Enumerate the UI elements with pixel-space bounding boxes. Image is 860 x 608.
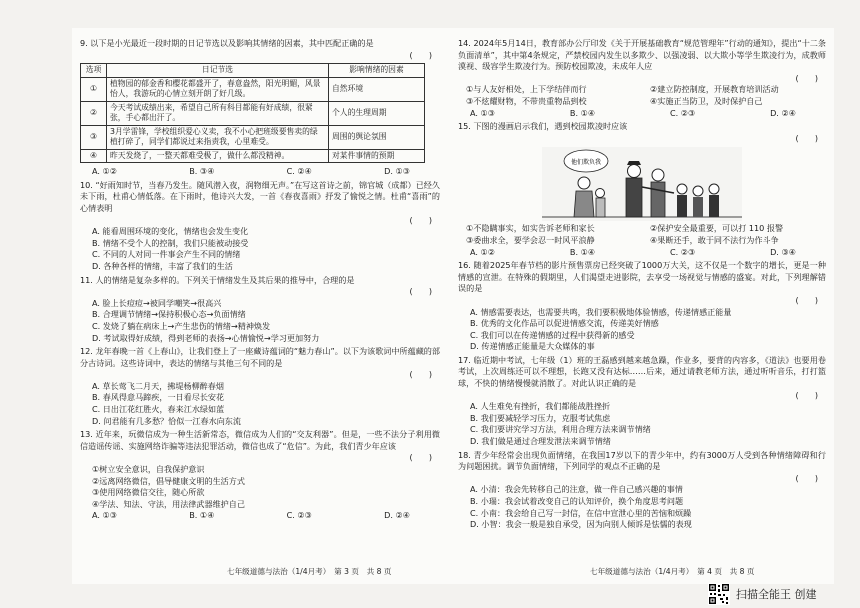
option-d: D. 各种各样的情绪，丰富了我们的生活 xyxy=(92,260,233,271)
row-number: ④ xyxy=(81,149,107,163)
option-a: A. 情感需要表达，也需要共鸣，我们要积极地体验情感，传递情感正能量 xyxy=(470,306,732,317)
row-number: ③ xyxy=(81,125,107,149)
question-11 xyxy=(80,275,440,345)
statement-item: ②远离网络微信，倡导健康文明的生活方式 xyxy=(92,475,245,486)
answer-bracket: ( ) xyxy=(409,286,432,297)
page-footer-left: 七年级道德与法治（1/4月考） 第 3 页 共 8 页 xyxy=(227,567,392,576)
answer-bracket: ( ) xyxy=(795,389,818,400)
question-16-stem: 16. 随着2025年春节档的影片预售票房已经突破了1000万大关，这不仅是一个数字的增长，更是一种情感的宣泄。在特殊的假期里，人们渴望走进影院，去享受一场视觉与情感的盛宴。对此，下列理解错误的是 xyxy=(458,260,826,294)
row-diary-text: 植物园的郁金香和樱花都盛开了，春意盎然，阳光明媚，风景怡人，我游玩的心情立刻开朗了好几级。 xyxy=(107,77,329,101)
question-16 xyxy=(458,260,826,353)
right-page xyxy=(458,38,826,533)
option-a: A. 能看周围环境的变化，情绪也会发生变化 xyxy=(92,226,249,237)
table-row xyxy=(81,101,425,125)
options-row xyxy=(80,166,440,178)
question-10-stem: 10. “好雨知时节，当春乃发生。随风潜入夜，润物细无声。”在写这首诗之前，锦官城（成都）已经久未下雨，杜甫心情低落。在下雨时，他诗兴大发，一首《春夜喜雨》抒发了愉悦之情。杜甫“喜雨”的心情表明 xyxy=(80,179,440,213)
statement-item: ①不隐瞒事实，如实告诉老师和家长 xyxy=(466,223,595,234)
option-b: B. ③④ xyxy=(189,166,215,177)
scanner-watermark xyxy=(708,583,817,605)
option-a: A. 人生难免有挫折，我们都能战胜挫折 xyxy=(470,401,611,412)
answer-bracket: ( ) xyxy=(795,72,818,83)
option-b: B. ①④ xyxy=(569,107,596,118)
speech-bubble-text: 他们欺负我 xyxy=(570,159,602,167)
row-factor: 个人的生理周期 xyxy=(329,101,425,125)
bullying-cartoon xyxy=(542,147,742,221)
question-12 xyxy=(80,346,440,427)
option-c: C. ②④ xyxy=(286,166,312,177)
statement-item: ①树立安全意识，自我保护意识 xyxy=(92,464,205,475)
statement-item: ③使用网络微信交往，随心所欲 xyxy=(92,487,205,498)
option-b: B. 春风得意马蹄疾，一日看尽长安花 xyxy=(92,392,225,403)
answer-bracket: ( ) xyxy=(409,49,432,60)
option-a: A. ①② xyxy=(470,246,496,257)
answer-bracket: ( ) xyxy=(409,452,432,463)
question-15-stem: 15. 下图的漫画启示我们，遇到校园欺凌时应该 xyxy=(458,121,628,132)
question-17 xyxy=(458,355,826,448)
question-18 xyxy=(458,450,826,531)
option-c: C. 不同的人对同一件事会产生不同的情绪 xyxy=(92,249,241,260)
statement-item: ②保护安全最重要，可以打 110 报警 xyxy=(650,223,784,234)
question-18-stem: 18. 青少年经常会出现负面情绪，在我国17岁以下的青少年中，约有3000万人受到各种情绪障碍和行为问题困扰。调节负面情绪，下列同学的观点不正确的是 xyxy=(458,449,826,472)
question-15 xyxy=(458,121,826,258)
table-row xyxy=(81,77,425,101)
options-row xyxy=(458,108,826,120)
table-row xyxy=(81,149,425,163)
statement-item: ④学法、知法、守法，用法律武器维护自己 xyxy=(92,498,245,509)
question-11-stem: 11. 人的情绪是复杂多样的。下列关于情绪发生及其后果的推导中，合理的是 xyxy=(80,274,355,285)
question-9 xyxy=(80,38,440,178)
row-number: ② xyxy=(81,101,107,125)
options-row xyxy=(80,510,440,522)
row-diary-text: 今天考试成绩出来，希望自己所有科目都能有好成绩，很紧张，手心都出汗了。 xyxy=(107,101,329,125)
option-b: B. ①④ xyxy=(189,510,215,521)
option-a: A. 草长莺飞二月天，拂堤杨柳醉春烟 xyxy=(92,380,224,391)
table-header-row xyxy=(81,64,425,78)
statement-item: ①与人友好相处，上下学结伴而行 xyxy=(466,84,587,95)
statement-item: ②建立防控制度，开展教育培训活动 xyxy=(650,84,779,95)
option-c: C. 小南：我会给自己写一封信，在信中宣泄心里的苦恼和烦躁 xyxy=(470,507,692,518)
table-row xyxy=(81,125,425,149)
row-number: ① xyxy=(81,77,107,101)
row-factor: 自然环境 xyxy=(329,77,425,101)
question-9-stem: 9. 以下是小光最近一段时期的日记节选以及影响其情绪的因素，其中匹配正确的是 xyxy=(80,38,374,48)
option-a: A. ①② xyxy=(92,166,118,177)
option-d: D. 小智：我会一般是独自承受，因为向别人倾诉是怯懦的表现 xyxy=(470,519,692,530)
answer-bracket: ( ) xyxy=(409,369,432,380)
option-d: D. 传递情感正能量是大众媒体的事 xyxy=(470,341,595,352)
option-b: B. 合理调节情绪→保持积极心态→负面情绪 xyxy=(92,309,246,320)
statement-grid xyxy=(458,223,826,246)
qr-code-icon xyxy=(708,583,730,605)
answer-bracket: ( ) xyxy=(795,132,818,143)
option-b: B. 优秀的文化作品可以促进情感交流，传递美好情感 xyxy=(470,318,659,329)
statement-item: ③委曲求全，要学会忍一时风平浪静 xyxy=(466,234,595,245)
option-c: C. 发烧了躺在病床上→产生悲伤的情绪→精神焕发 xyxy=(92,320,271,331)
option-d: D. ①③ xyxy=(384,166,410,177)
option-c: C. ②③ xyxy=(669,107,696,118)
answer-bracket: ( ) xyxy=(795,294,818,305)
left-page xyxy=(80,38,440,524)
option-b: B. ①④ xyxy=(569,246,596,257)
option-d: D. 我们做是通过合理发泄法来调节情绪 xyxy=(470,436,611,447)
statement-item: ④实施正当防卫，及时保护自己 xyxy=(650,95,763,106)
option-b: B. 我们要减轻学习压力，克服考试焦虑 xyxy=(470,412,611,423)
option-c: C. ②③ xyxy=(286,510,312,521)
question-14 xyxy=(458,38,826,119)
option-d: D. 问君能有几多愁？恰似一江春水向东流 xyxy=(92,415,241,426)
option-d: D. 考试取得好成绩，得到老师的表扬→心情愉悦→学习更加努力 xyxy=(92,332,320,343)
option-c: C. 我们可以在传递情感的过程中获得新的感受 xyxy=(470,329,635,340)
option-d: D. ②④ xyxy=(770,107,796,118)
question-12-stem: 12. 龙年春晚一首《上春山》，让我们登上了一座藏诗蕴词的“魅力春山”。以下为该歌词中所蕴藏的部分古诗词。这些诗词中，表达的情绪与其他三句不同的是 xyxy=(80,346,440,368)
table-header: 选项 xyxy=(81,64,107,78)
option-c: C. 日出江花红胜火，春来江水绿如蓝 xyxy=(92,404,225,415)
question-17-stem: 17. 临近期中考试，七年级（1）班的王磊感到越来越急躁，作业多，要背的内容多，《道法》也要用卷考试，上次周练还可以不理想，长跑又没有达标……后来，通过请教老师方法，通过听听音乐，打打篮球，不快的情绪慢慢就消散了。对此认识正确的是 xyxy=(458,354,826,389)
option-c: C. ②③ xyxy=(669,246,696,257)
option-b: B. 情绪不受个人的控制，我们只能被动接受 xyxy=(92,237,249,248)
question-14-stem: 14. 2024年5月14日，教育部办公厅印发《关于开展基础教育“规范管理年”行动的通知》，提出“十二条负面清单”，其中第4条规定，严禁校园内发生以多欺少、以强凌弱、以大欺小等学生欺凌行为，成教师漠视、级容学生欺凌行为。预防校园欺凌，未成年人应 xyxy=(458,38,826,72)
options-row xyxy=(458,247,826,259)
statement-item: ④果断还手，敢于同不法行为作斗争 xyxy=(650,234,779,245)
question-13-stem: 13. 近年来，玩微信成为一种生活新常态，微信成为人们的“交友利器”。但是，一些不法分子利用微信造谣传谣、实施网络诈骗等违法犯罪活动，微信也成了“危信”。为此，我们青少年应该 xyxy=(80,429,440,451)
watermark-text: 扫描全能王 创建 xyxy=(736,588,817,601)
row-diary-text: 3月学雷锋，学校组织爱心义卖，我不小心把班级要售卖的绿植打碎了，同学们都说过来指责我，心里难受。 xyxy=(107,125,329,149)
option-a: A. 脸上长痘痘→被同学嘲笑→很高兴 xyxy=(92,297,222,308)
option-c: C. 我们要讲究学习方法，利用合理方法来调节情绪 xyxy=(470,424,651,435)
answer-bracket: ( ) xyxy=(409,214,432,225)
row-factor: 周围的舆论氛围 xyxy=(329,125,425,149)
option-a: A. ①③ xyxy=(470,107,496,118)
question-10 xyxy=(80,180,440,273)
exam-sheet xyxy=(72,28,834,584)
option-b: B. 小瑞：我会试着改变自己的认知评价，换个角度思考问题 xyxy=(470,496,684,506)
statement-grid xyxy=(458,84,826,107)
option-d: D. ②④ xyxy=(384,510,410,521)
option-a: A. ①③ xyxy=(92,510,118,521)
question-13 xyxy=(80,429,440,522)
table-header: 日记节选 xyxy=(107,64,329,78)
statement-item: ③不炫耀财物，不带贵重物品到校 xyxy=(466,95,587,106)
row-factor: 对某件事情的预期 xyxy=(329,149,425,163)
diary-table xyxy=(80,63,425,163)
option-a: A. 小清：我会先转移自己的注意，做一件自己感兴趣的事情 xyxy=(470,484,683,495)
page-footer-right: 七年级道德与法治（1/4月考） 第 4 页 共 8 页 xyxy=(590,567,755,576)
table-header: 影响情绪的因素 xyxy=(329,64,425,78)
option-d: D. ③④ xyxy=(770,246,796,257)
answer-bracket: ( ) xyxy=(795,472,818,483)
row-diary-text: 昨天发烧了，一整天都难受极了，做什么都没精神。 xyxy=(107,149,329,163)
